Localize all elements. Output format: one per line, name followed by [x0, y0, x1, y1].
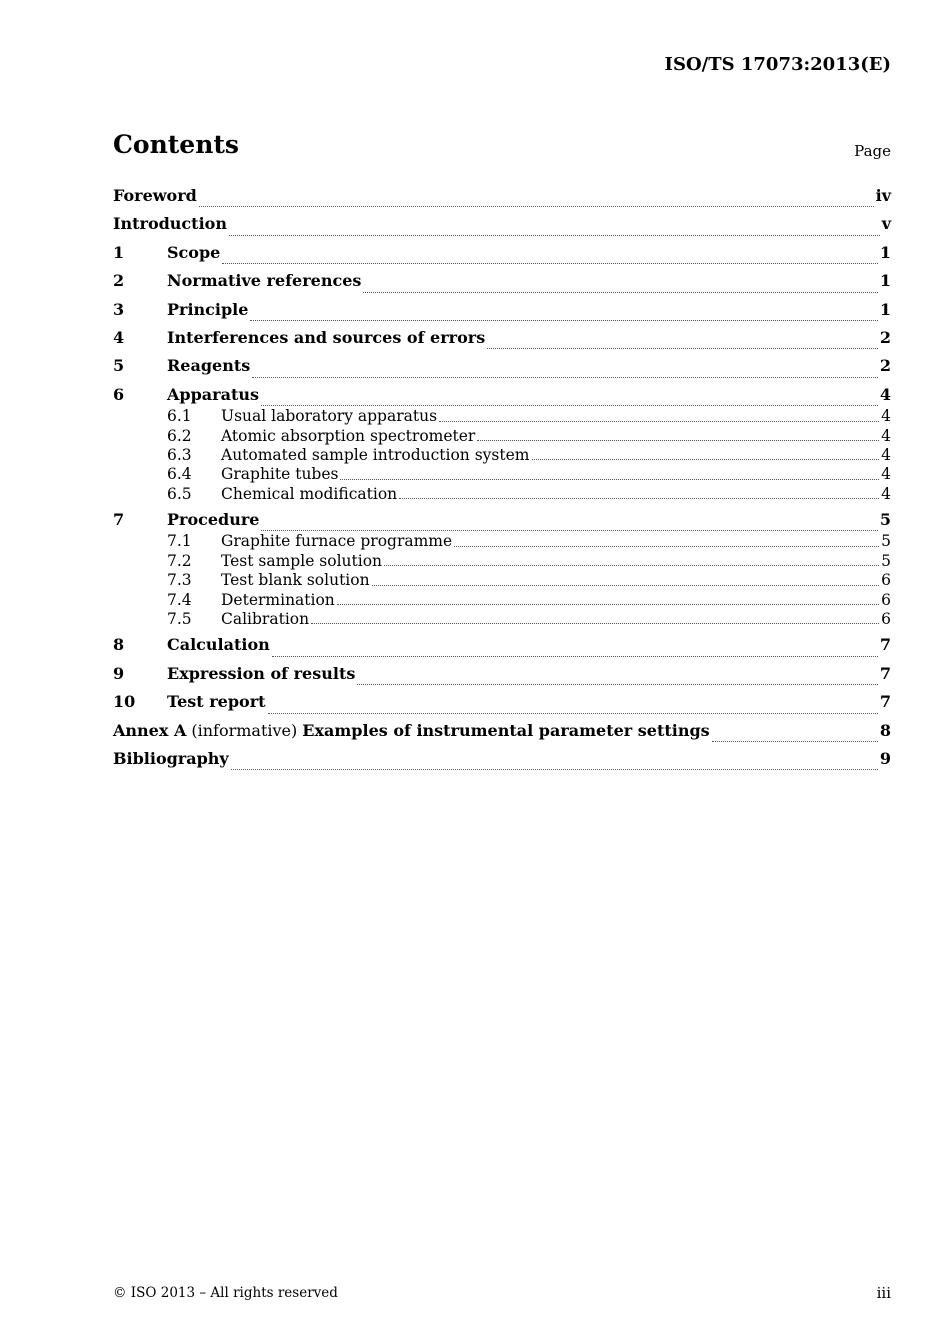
dot-leader: [268, 713, 878, 714]
toc-entry-scope[interactable]: [113, 241, 891, 269]
toc-subentry-7-1[interactable]: [113, 532, 891, 551]
toc-entry-label: Bibliography: [113, 748, 229, 768]
toc-entry-label: Test blank solution: [221, 571, 370, 590]
dot-leader: [261, 530, 877, 531]
toc-entry-label: Graphite tubes: [221, 465, 339, 484]
dot-leader: [439, 421, 879, 422]
dot-leader: [477, 440, 879, 441]
toc-subentry-6-3[interactable]: [113, 446, 891, 465]
toc-entry-interferences[interactable]: [113, 326, 891, 354]
toc-entry-label: Usual laboratory apparatus: [221, 407, 438, 426]
toc-entry-page: 2: [879, 327, 891, 347]
toc-entry-page: 6: [881, 610, 891, 629]
toc-entry-page: 4: [881, 484, 891, 503]
toc-entry-page: 4: [881, 465, 891, 484]
copyright-notice: © ISO 2013 – All rights reserved: [113, 1285, 338, 1301]
document-id: ISO/TS 17073:2013(E): [664, 54, 891, 75]
toc-entry-label: Calculation: [167, 635, 270, 655]
dot-leader: [340, 479, 879, 480]
toc-entry-page: 7: [879, 663, 891, 683]
dot-leader: [712, 741, 878, 742]
dot-leader: [222, 263, 878, 264]
toc-entry-page: 2: [879, 356, 891, 376]
toc-entry-page: 1: [879, 242, 891, 262]
toc-entry-page: 5: [881, 532, 891, 551]
toc-entry-label: Scope: [167, 242, 221, 262]
dot-leader: [261, 405, 878, 406]
toc-entry-label: Procedure: [167, 510, 260, 530]
toc-entry-number: 8: [113, 635, 125, 655]
toc-entry-label: Interferences and sources of errors: [167, 327, 486, 347]
toc-subentry-7-4[interactable]: [113, 591, 891, 610]
toc-entry-annex-a[interactable]: [113, 719, 891, 747]
toc-subentry-6-1[interactable]: [113, 407, 891, 426]
page-column-label: Page: [854, 142, 891, 160]
dot-leader: [363, 292, 877, 293]
toc-entry-calculation[interactable]: [113, 633, 891, 661]
toc-entry-label: Normative references: [167, 271, 362, 291]
toc-entry-label: Automated sample introduction system: [221, 445, 530, 464]
toc-entry-expression-of-results[interactable]: [113, 662, 891, 690]
toc-entry-number: 7.1: [167, 532, 192, 551]
dot-leader: [532, 459, 880, 460]
toc-entry-foreword[interactable]: [113, 184, 891, 212]
toc-entry-label: Calibration: [221, 610, 310, 629]
contents-heading: Contents: [113, 130, 240, 159]
toc-entry-label: Graphite furnace programme: [221, 532, 453, 551]
toc-entry-page: 5: [881, 551, 891, 570]
dot-leader: [372, 585, 880, 586]
toc-entry-label: Apparatus: [167, 384, 259, 404]
toc-entry-page: 7: [879, 692, 891, 712]
dot-leader: [487, 348, 878, 349]
toc-entry-page: 4: [881, 407, 891, 426]
dot-leader: [252, 377, 878, 378]
toc-entry-number: 6.3: [167, 445, 192, 464]
toc-entry-label: Test sample solution: [221, 551, 383, 570]
toc-entry-label: Chemical modification: [221, 484, 398, 503]
toc-entry-label: Test report: [167, 692, 266, 712]
toc-entry-reagents[interactable]: [113, 354, 891, 382]
toc-entry-page: iv: [875, 186, 891, 205]
dot-leader: [272, 656, 878, 657]
toc-entry-number: 1: [113, 242, 125, 262]
toc-subentry-6-2[interactable]: [113, 427, 891, 446]
dot-leader: [229, 235, 880, 236]
dot-leader: [250, 320, 877, 321]
toc-entry-number: 6.5: [167, 484, 192, 503]
dot-leader: [231, 769, 878, 770]
toc-entry-number: 4: [113, 327, 125, 347]
toc-entry-introduction[interactable]: [113, 212, 891, 240]
toc-subentry-6-4[interactable]: [113, 465, 891, 484]
toc-entry-page: 9: [879, 748, 891, 768]
toc-entry-page: 4: [881, 426, 891, 445]
toc-entry-principle[interactable]: [113, 298, 891, 326]
toc-entry-page: 4: [881, 445, 891, 464]
toc-entry-label: Atomic absorption spectrometer: [221, 426, 476, 445]
dot-leader: [454, 546, 879, 547]
dot-leader: [199, 206, 874, 207]
toc-entry-number: 6.1: [167, 407, 192, 426]
toc-entry-label: Examples of instrumental parameter settings: [302, 720, 710, 740]
toc-entry-label: Principle: [167, 299, 249, 319]
toc-subentry-7-5[interactable]: [113, 610, 891, 629]
toc-entry-page: 6: [881, 571, 891, 590]
toc-entry-number: 9: [113, 663, 125, 683]
toc-entry-number: 6.2: [167, 426, 192, 445]
toc-entry-page: 7: [879, 635, 891, 655]
toc-entry-page: v: [881, 214, 891, 234]
toc-entry-number: 3: [113, 299, 125, 319]
annex-note: (informative): [191, 720, 298, 740]
annex-prefix: Annex A: [113, 720, 187, 740]
toc-entry-number: 10: [113, 692, 136, 712]
dot-leader: [311, 623, 879, 624]
toc-entry-page: 6: [881, 590, 891, 609]
toc-entry-number: 7: [113, 510, 125, 530]
toc-entry-number: 7.2: [167, 551, 192, 570]
toc-entry-number: 2: [113, 271, 125, 291]
toc-entry-number: 5: [113, 356, 125, 376]
toc-entry-normative-references[interactable]: [113, 269, 891, 297]
toc-entry-page: 4: [879, 384, 891, 404]
toc-entry-number: 7.4: [167, 590, 192, 609]
dot-leader: [384, 565, 879, 566]
toc-entry-number: 6: [113, 384, 125, 404]
toc-entry-page: 5: [879, 510, 891, 530]
toc-entry-page: 8: [879, 720, 891, 740]
toc-entry-number: 6.4: [167, 465, 192, 484]
page-number: iii: [876, 1284, 891, 1302]
toc-entry-label: Introduction: [113, 214, 227, 234]
toc-entry-page: 1: [879, 299, 891, 319]
toc-subentry-7-3[interactable]: [113, 571, 891, 590]
dot-leader: [357, 684, 878, 685]
toc-entry-label: Determination: [221, 590, 335, 609]
dot-leader: [337, 604, 879, 605]
toc-entry-label: Expression of results: [167, 663, 356, 683]
dot-leader: [399, 498, 879, 499]
toc-subentry-6-5[interactable]: [113, 485, 891, 504]
table-of-contents: [113, 184, 891, 775]
toc-subentry-7-2[interactable]: [113, 552, 891, 571]
toc-entry-label: Reagents: [167, 356, 251, 376]
toc-entry-bibliography[interactable]: [113, 747, 891, 775]
toc-entry-number: 7.3: [167, 571, 192, 590]
toc-entry-page: 1: [879, 271, 891, 291]
toc-entry-number: 7.5: [167, 610, 192, 629]
toc-entry-label: Foreword: [113, 186, 197, 205]
toc-entry-test-report[interactable]: [113, 690, 891, 718]
